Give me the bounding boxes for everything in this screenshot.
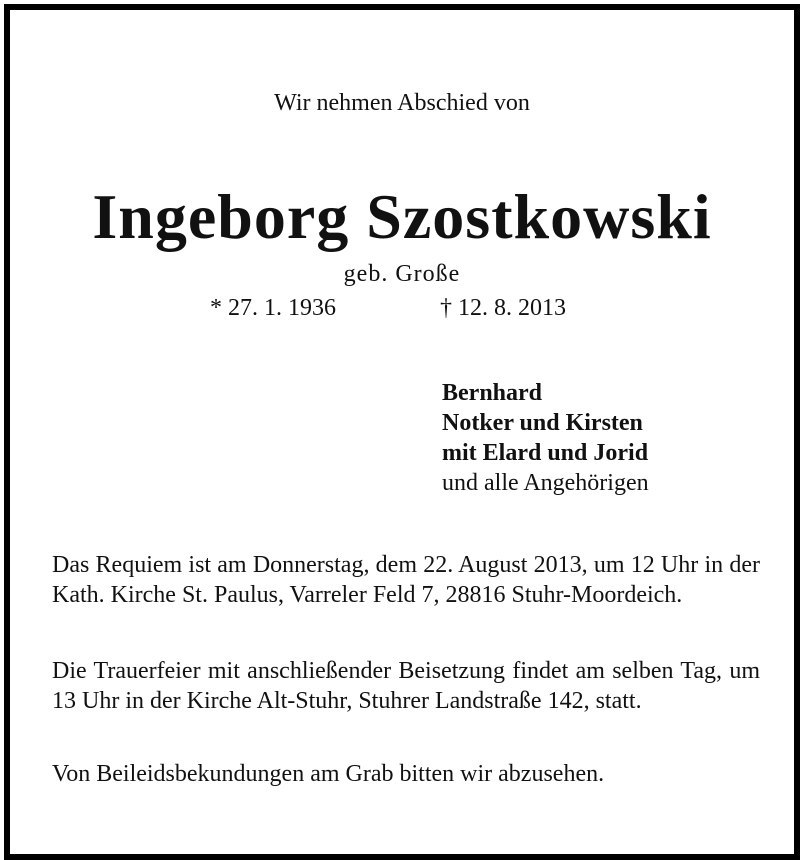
mourner-relatives: und alle Angehörigen xyxy=(442,470,649,496)
mourner-notker-kirsten: Notker und Kirsten xyxy=(442,410,643,436)
death-date: † 12. 8. 2013 xyxy=(440,295,566,321)
funeral-paragraph: Die Trauerfeier mit anschließender Beisetzung findet am selben Tag, um 13 Uhr in der Kirche Alt-Stuhr, Stuhrer Landstraße 142, statt. xyxy=(52,658,760,714)
deceased-name: Ingeborg Szostkowski xyxy=(92,181,712,252)
condolences-paragraph: Von Beileidsbekundungen am Grab bitten wir abzusehen. xyxy=(52,761,605,787)
requiem-paragraph: Das Requiem ist am Donnerstag, dem 22. August 2013, um 12 Uhr in der Kath. Kirche St. Paulus, Varreler Feld 7, 28816 Stuhr-Moordeich. xyxy=(52,552,760,608)
maiden-name: geb. Große xyxy=(343,261,461,287)
mourner-bernhard: Bernhard xyxy=(442,380,543,406)
mourners-list xyxy=(442,378,649,498)
mourner-elard-jorid: mit Elard und Jorid xyxy=(442,440,649,466)
obituary-frame xyxy=(4,4,800,860)
intro-line: Wir nehmen Abschied von xyxy=(274,90,530,116)
birth-date: * 27. 1. 1936 xyxy=(210,295,336,321)
